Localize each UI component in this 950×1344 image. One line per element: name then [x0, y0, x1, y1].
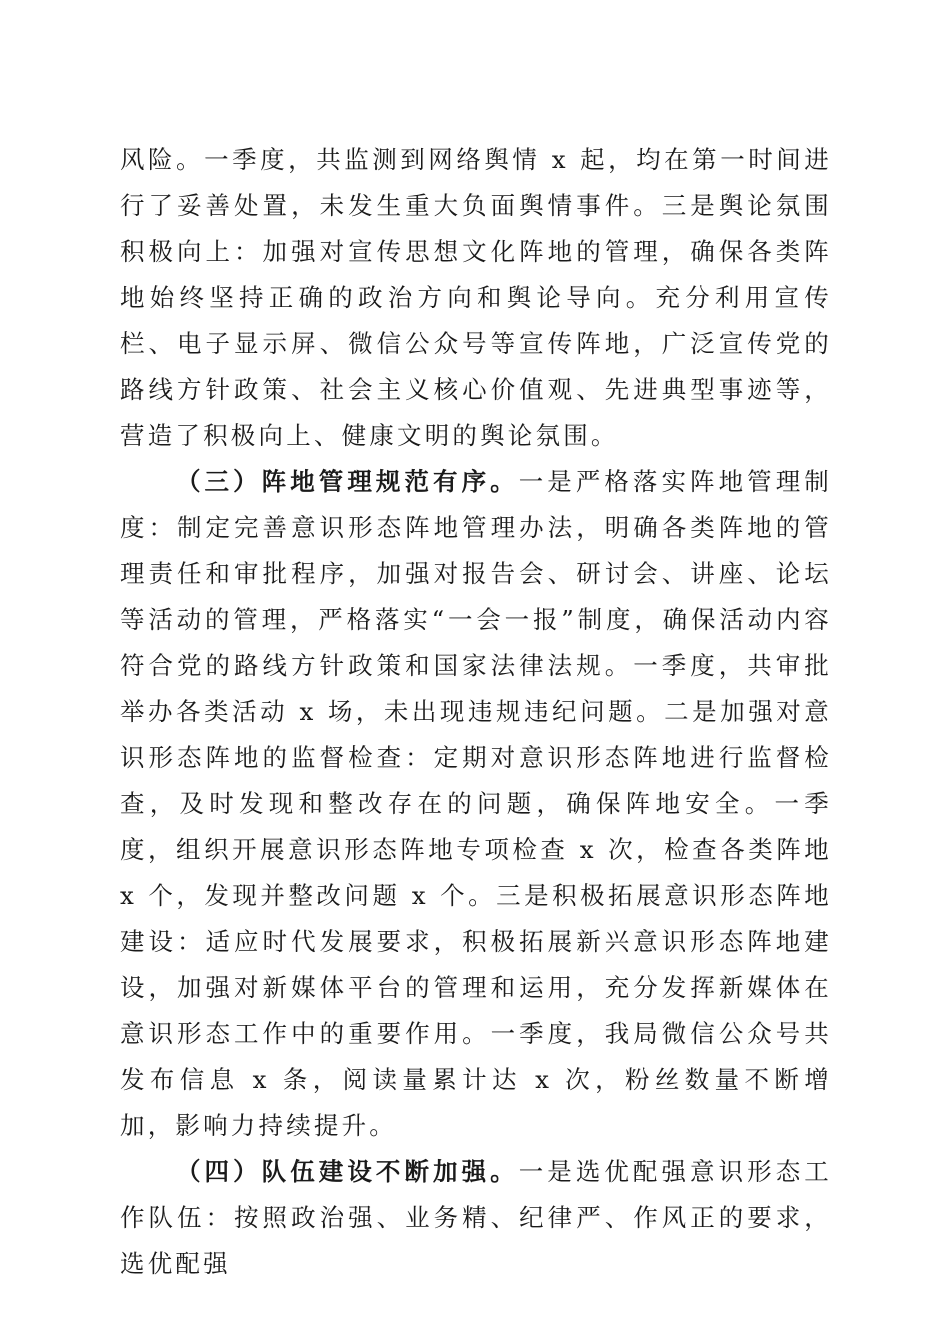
section-heading: （三）阵地管理规范有序。	[176, 467, 519, 496]
section-heading: （四）队伍建设不断加强。	[176, 1157, 519, 1186]
paragraph-text: 一是选优配强意识形态工作队伍：按照政治强、业务精、纪律严、作风正的要求，选优配强	[120, 1157, 832, 1278]
document-body	[120, 137, 832, 1287]
paragraph-text: 风险。一季度，共监测到网络舆情 x 起，均在第一时间进行了妥善处置，未发生重大负面舆情事件。三是舆论氛围积极向上：加强对宣传思想文化阵地的管理，确保各类阵地始终坚持正确的政治方向和舆论导向。充分利用宣传栏、电子显示屏、微信公众号等宣传阵地，广泛宣传党的路线方针政策、社会主义核心价值观、先进典型事迹等，营造了积极向上、健康文明的舆论氛围。	[120, 145, 832, 450]
paragraph-text: 一是严格落实阵地管理制度：制定完善意识形态阵地管理办法，明确各类阵地的管理责任和审批程序，加强对报告会、研讨会、讲座、论坛等活动的管理，严格落实“一会一报”制度，确保活动内容符合党的路线方针政策和国家法律法规。一季度，共审批举办各类活动 x 场，未出现违规违纪问题。二是加强对意识形态阵地的监督检查：定期对意识形态阵地进行监督检查，及时发现和整改存在的问题，确保阵地安全。一季度，组织开展意识形态阵地专项检查 x 次，检查各类阵地 x 个，发现并整改问题 x 个。三是积极拓展意识形态阵地建设：适应时代发展要求，积极拓展新兴意识形态阵地建设，加强对新媒体平台的管理和运用，充分发挥新媒体在意识形态工作中的重要作用。一季度，我局微信公众号共发布信息 x 条，阅读量累计达 x 次，粉丝数量不断增加，影响力持续提升。	[120, 467, 832, 1140]
paragraph-section-4	[120, 1149, 832, 1287]
paragraph-continuation	[120, 137, 832, 459]
paragraph-section-3	[120, 459, 832, 1149]
